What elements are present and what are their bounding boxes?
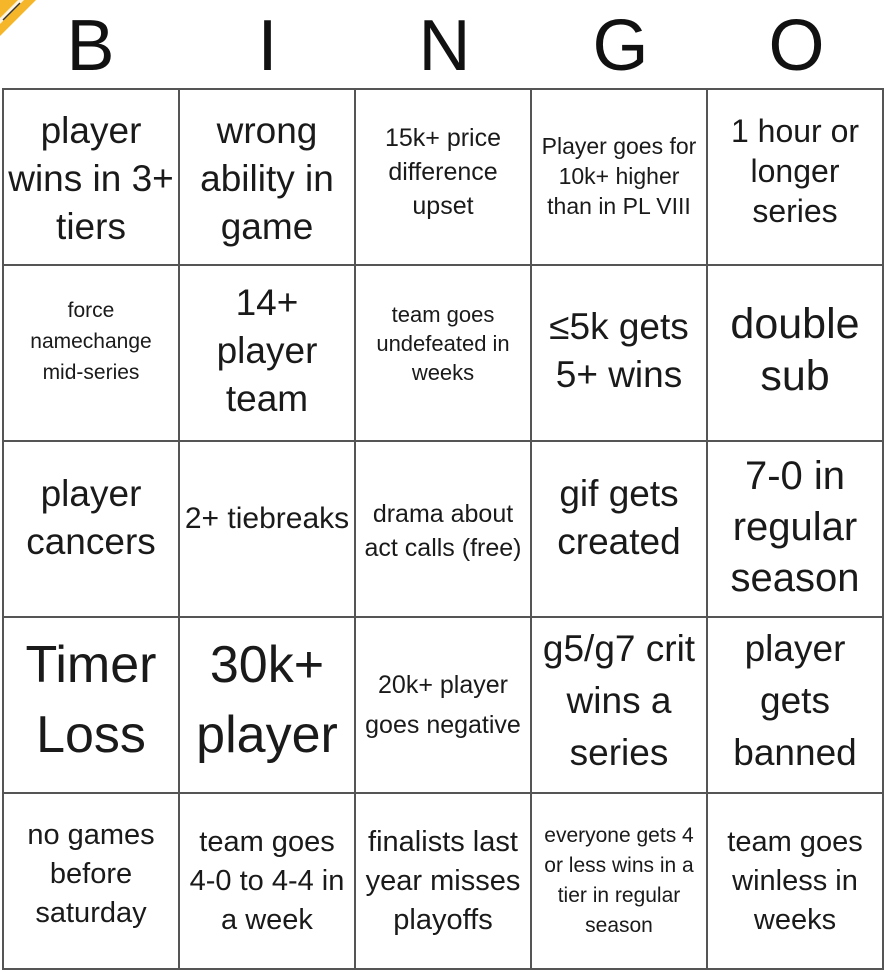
bingo-cell-text: player wins in 3+ tiers [8, 110, 174, 247]
bingo-cell[interactable] [4, 794, 180, 970]
bingo-cell-text: 1 hour or longer series [730, 113, 860, 229]
bingo-cell-text: g5/g7 crit wins a series [542, 628, 696, 773]
bingo-cell[interactable] [532, 618, 708, 794]
header-letter-b: B [66, 6, 115, 86]
header-letter-i: I [257, 6, 278, 86]
header-letter-n: N [418, 6, 471, 86]
bingo-cell[interactable] [4, 442, 180, 618]
bingo-cell[interactable] [708, 794, 884, 970]
header-letter-o: O [768, 6, 825, 86]
bingo-cell[interactable] [180, 794, 356, 970]
bingo-cell[interactable] [708, 442, 884, 618]
bingo-cell[interactable] [356, 618, 532, 794]
bingo-cell[interactable] [4, 90, 180, 266]
bingo-cell-text: Player goes for 10k+ higher than in PL VIII [541, 133, 697, 219]
bingo-cell-text: wrong ability in game [200, 110, 334, 247]
bingo-cell-text: gif gets created [557, 473, 681, 562]
bingo-cell[interactable] [708, 266, 884, 442]
bingo-cell[interactable] [708, 618, 884, 794]
bingo-board [2, 88, 884, 970]
bingo-cell-text: drama about act calls (free) [364, 500, 522, 562]
bingo-cell[interactable] [532, 90, 708, 266]
bingo-cell[interactable] [356, 794, 532, 970]
bingo-cell[interactable] [356, 442, 532, 618]
bingo-cell-text: ≤5k gets 5+ wins [549, 306, 689, 395]
bingo-cell[interactable] [532, 442, 708, 618]
bingo-cell-text: double sub [730, 300, 860, 400]
bingo-cell-text: 30k+ player [196, 636, 338, 764]
bingo-cell-text: force namechange mid-series [30, 298, 152, 384]
bingo-cell-text: player cancers [26, 473, 156, 562]
header-letter-g: G [592, 6, 649, 86]
bingo-cell-text: team goes winless in weeks [727, 825, 863, 936]
bingo-cell-text: team goes 4-0 to 4-4 in a week [189, 825, 345, 936]
bingo-cell-text: 14+ player team [216, 282, 318, 419]
bingo-cell-text: Timer Loss [25, 636, 157, 764]
bingo-cell-text: team goes undefeated in weeks [376, 301, 510, 385]
bingo-cell-text: everyone gets 4 or less wins in a tier in regular season [544, 824, 694, 937]
bingo-cell-text: 2+ tiebreaks [184, 501, 350, 535]
bingo-cell[interactable] [180, 90, 356, 266]
bingo-cell[interactable] [532, 266, 708, 442]
bingo-cell[interactable] [180, 266, 356, 442]
bingo-cell[interactable] [532, 794, 708, 970]
bingo-cell[interactable] [708, 90, 884, 266]
bingo-cell-text: 7-0 in regular season [730, 453, 860, 600]
bingo-cell[interactable] [4, 618, 180, 794]
bingo-cell-text: finalists last year misses playoffs [365, 825, 521, 936]
bingo-cell-text: player gets banned [733, 628, 857, 773]
bingo-cell[interactable] [4, 266, 180, 442]
bingo-cell-text: 20k+ player goes negative [365, 671, 521, 739]
bingo-header [0, 0, 886, 88]
bingo-cell[interactable] [356, 90, 532, 266]
bingo-cell[interactable] [356, 266, 532, 442]
bingo-cell[interactable] [180, 442, 356, 618]
bingo-cell-text: no games before saturday [27, 818, 155, 929]
bingo-cell-text: 15k+ price difference upset [384, 124, 502, 220]
bingo-cell[interactable] [180, 618, 356, 794]
